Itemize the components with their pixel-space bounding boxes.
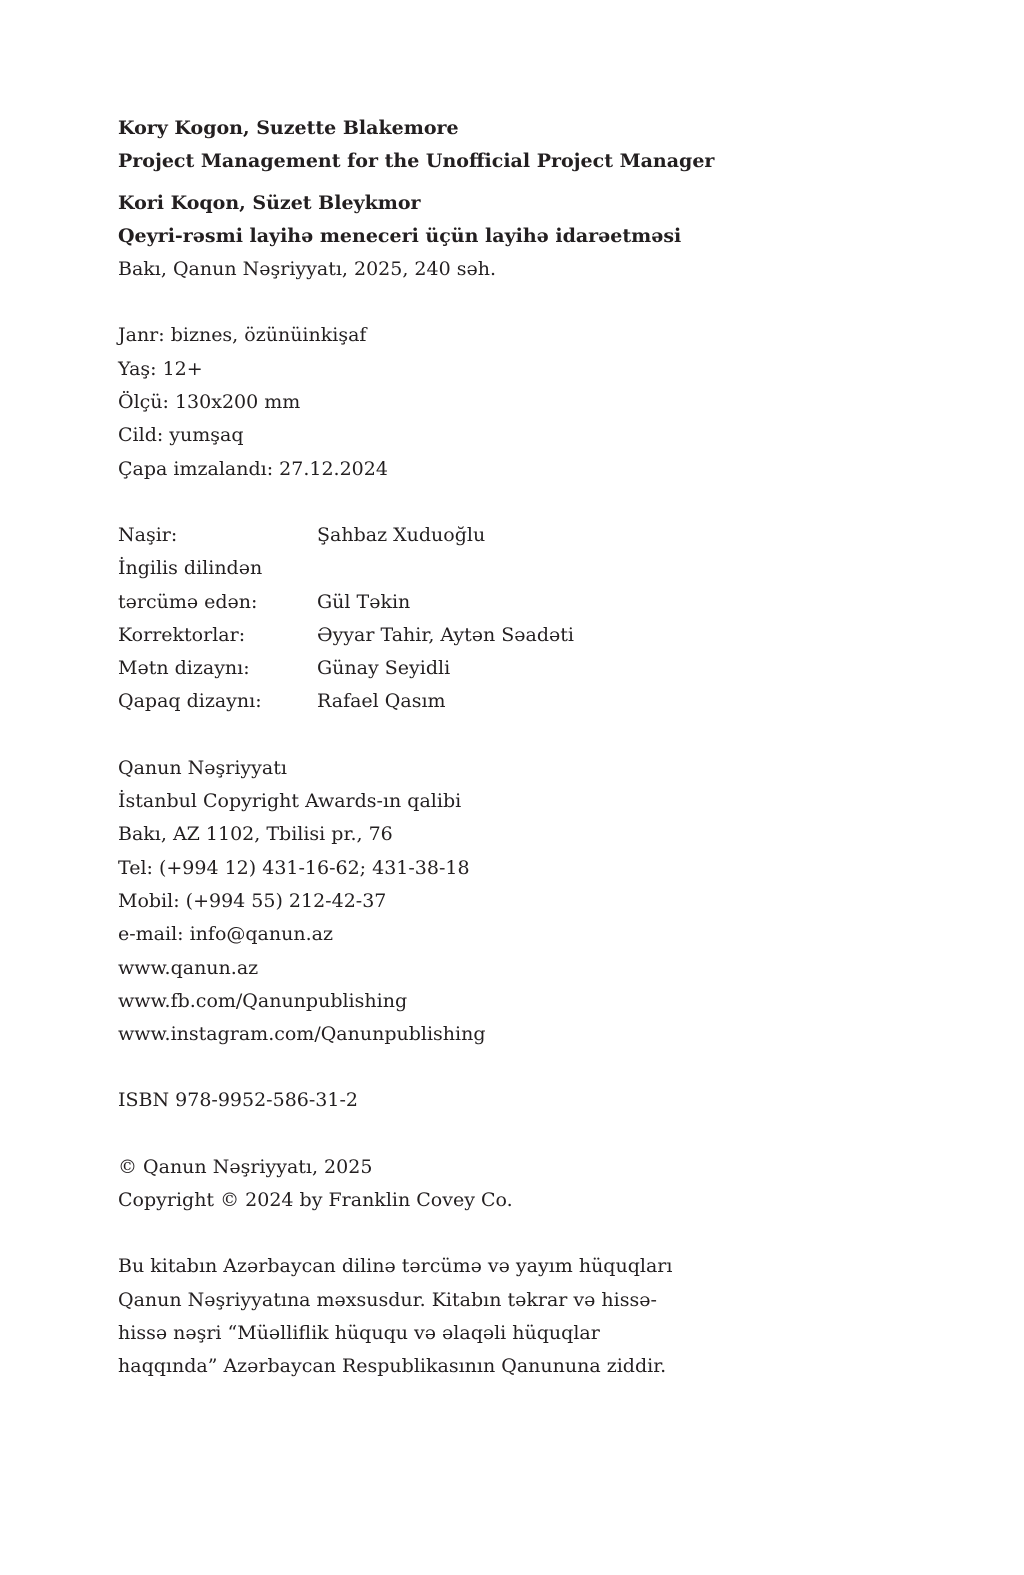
publisher-email: e-mail: info@qanun.az bbox=[118, 923, 333, 946]
copyright-page bbox=[118, 112, 738, 1384]
spec-print-date: Çapa imzalandı: 27.12.2024 bbox=[118, 457, 388, 480]
credit-row bbox=[118, 619, 738, 652]
credits-list bbox=[118, 519, 738, 719]
copyright-block bbox=[118, 1151, 738, 1218]
book-specs bbox=[118, 319, 738, 485]
credit-row bbox=[118, 552, 738, 585]
rights-notice-block bbox=[118, 1250, 738, 1383]
credit-value: Günay Seyidli bbox=[317, 657, 451, 680]
publisher-instagram: www.instagram.com/Qanunpublishing bbox=[118, 1023, 486, 1046]
spec-size: Ölçü: 130x200 mm bbox=[118, 391, 301, 414]
original-title: Project Management for the Unofficial Project Manager bbox=[118, 150, 715, 173]
credit-label: Mətn dizaynı: bbox=[118, 657, 250, 680]
copyright-original: Copyright © 2024 by Franklin Covey Co. bbox=[118, 1189, 513, 1212]
spec-binding: Cild: yumşaq bbox=[118, 424, 244, 447]
publisher-award: İstanbul Copyright Awards-ın qalibi bbox=[118, 790, 462, 813]
credit-label: Korrektorlar: bbox=[118, 623, 246, 646]
translated-edition bbox=[118, 187, 738, 287]
credit-value: Şahbaz Xuduoğlu bbox=[317, 523, 486, 546]
spec-age: Yaş: 12+ bbox=[118, 357, 203, 380]
credit-label: İngilis dilindən bbox=[118, 557, 263, 580]
isbn: ISBN 978-9952-586-31-2 bbox=[118, 1089, 358, 1112]
credit-label: Naşir: bbox=[118, 523, 178, 546]
publisher-mobile: Mobil: (+994 55) 212-42-37 bbox=[118, 889, 387, 912]
publisher-facebook: www.fb.com/Qanunpublishing bbox=[118, 989, 408, 1012]
publisher-tel: Tel: (+994 12) 431-16-62; 431-38-18 bbox=[118, 856, 470, 879]
original-authors: Kory Kogon, Suzette Blakemore bbox=[118, 117, 459, 139]
original-edition bbox=[118, 112, 738, 179]
spec-genre: Janr: biznes, özünüinkişaf bbox=[118, 324, 367, 347]
rights-notice: Bu kitabın Azərbaycan dilinə tərcümə və yayım hüquqları Qanun Nəşriyyatına məxsusdur. Kitabın təkrar və hissə-hissə nəşri “Müəlliflik hüququ və əlaqəli hüquqlar haqqında” Azərbaycan Respublikasının Qanununa ziddir. bbox=[118, 1255, 673, 1378]
publisher-info bbox=[118, 752, 738, 1052]
credit-row bbox=[118, 685, 738, 718]
publisher-website: www.qanun.az bbox=[118, 956, 259, 979]
credit-label: tərcümə edən: bbox=[118, 590, 258, 613]
translated-title: Qeyri-rəsmi layihə meneceri üçün layihə idarəetməsi bbox=[118, 224, 682, 247]
imprint-line: Bakı, Qanun Nəşriyyatı, 2025, 240 səh. bbox=[118, 258, 496, 281]
translated-authors: Kori Koqon, Süzet Bleykmor bbox=[118, 191, 421, 214]
credit-row bbox=[118, 652, 738, 685]
credit-row bbox=[118, 586, 738, 619]
credit-label: Qapaq dizaynı: bbox=[118, 690, 262, 713]
credit-value: Gül Təkin bbox=[317, 590, 411, 613]
publisher-name: Qanun Nəşriyyatı bbox=[118, 756, 287, 779]
copyright-publisher: © Qanun Nəşriyyatı, 2025 bbox=[118, 1155, 373, 1178]
credit-value: Əyyar Tahir, Aytən Səadəti bbox=[317, 623, 574, 646]
credit-value: Rafael Qasım bbox=[317, 690, 446, 713]
credit-row bbox=[118, 519, 738, 552]
publisher-address: Bakı, AZ 1102, Tbilisi pr., 76 bbox=[118, 823, 393, 846]
